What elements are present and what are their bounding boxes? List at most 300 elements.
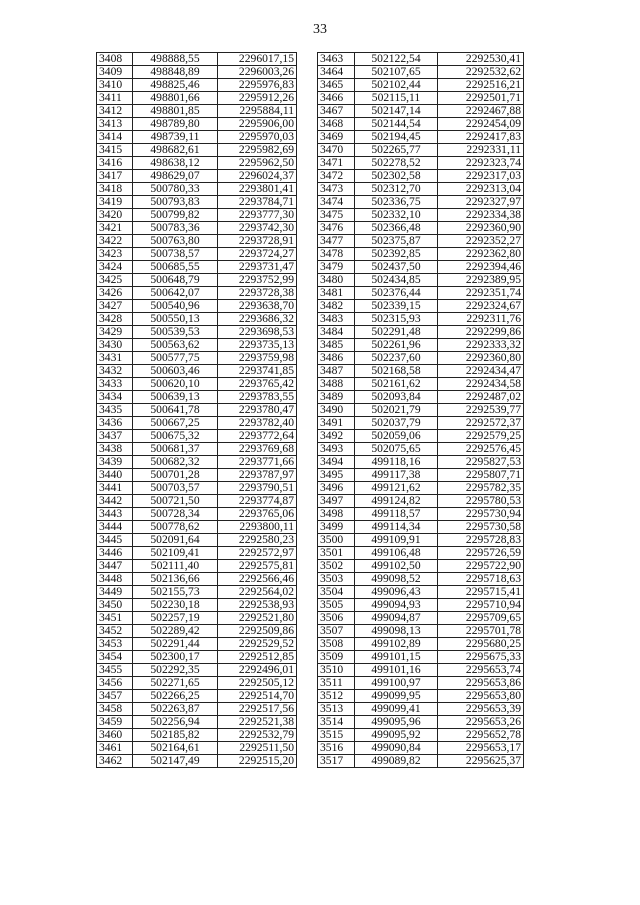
y-coordinate-cell: 2295653,26 xyxy=(438,716,524,729)
y-coordinate-cell: 2292333,32 xyxy=(438,339,524,352)
point-number-cell: 3466 xyxy=(318,92,355,105)
table-row xyxy=(97,573,297,586)
y-coordinate-cell: 2292509,86 xyxy=(218,625,297,638)
table-row xyxy=(318,53,524,66)
x-coordinate-cell: 498682,61 xyxy=(133,144,218,157)
x-coordinate-cell: 500799,82 xyxy=(133,209,218,222)
table-row xyxy=(318,729,524,742)
y-coordinate-cell: 2293784,71 xyxy=(218,196,297,209)
y-coordinate-cell: 2292434,47 xyxy=(438,365,524,378)
point-number-cell: 3411 xyxy=(97,92,133,105)
point-number-cell: 3423 xyxy=(97,248,133,261)
table-row xyxy=(318,599,524,612)
x-coordinate-cell: 499094,87 xyxy=(355,612,438,625)
table-row xyxy=(97,118,297,131)
table-row xyxy=(318,170,524,183)
y-coordinate-cell: 2293783,55 xyxy=(218,391,297,404)
point-number-cell: 3509 xyxy=(318,651,355,664)
y-coordinate-cell: 2293742,30 xyxy=(218,222,297,235)
table-row xyxy=(97,53,297,66)
y-coordinate-cell: 2293752,99 xyxy=(218,274,297,287)
y-coordinate-cell: 2292505,12 xyxy=(218,677,297,690)
x-coordinate-cell: 502302,58 xyxy=(355,170,438,183)
x-coordinate-cell: 502107,65 xyxy=(355,66,438,79)
x-coordinate-cell: 500682,32 xyxy=(133,456,218,469)
table-row xyxy=(97,404,297,417)
point-number-cell: 3456 xyxy=(97,677,133,690)
x-coordinate-cell: 499109,91 xyxy=(355,534,438,547)
table-row xyxy=(318,430,524,443)
y-coordinate-cell: 2295976,83 xyxy=(218,79,297,92)
y-coordinate-cell: 2292331,11 xyxy=(438,144,524,157)
x-coordinate-cell: 502237,60 xyxy=(355,352,438,365)
point-number-cell: 3460 xyxy=(97,729,133,742)
table-row xyxy=(97,716,297,729)
x-coordinate-cell: 499094,93 xyxy=(355,599,438,612)
point-number-cell: 3435 xyxy=(97,404,133,417)
table-row xyxy=(318,300,524,313)
point-number-cell: 3461 xyxy=(97,742,133,755)
point-number-cell: 3462 xyxy=(97,755,133,768)
table-row xyxy=(318,196,524,209)
point-number-cell: 3447 xyxy=(97,560,133,573)
x-coordinate-cell: 502366,48 xyxy=(355,222,438,235)
point-number-cell: 3492 xyxy=(318,430,355,443)
point-number-cell: 3499 xyxy=(318,521,355,534)
y-coordinate-cell: 2292467,88 xyxy=(438,105,524,118)
x-coordinate-cell: 502265,77 xyxy=(355,144,438,157)
x-coordinate-cell: 500540,96 xyxy=(133,300,218,313)
x-coordinate-cell: 498739,11 xyxy=(133,131,218,144)
table-row xyxy=(97,105,297,118)
x-coordinate-cell: 502336,75 xyxy=(355,196,438,209)
x-coordinate-cell: 500603,46 xyxy=(133,365,218,378)
table-row xyxy=(97,469,297,482)
y-coordinate-cell: 2292313,04 xyxy=(438,183,524,196)
x-coordinate-cell: 499102,50 xyxy=(355,560,438,573)
x-coordinate-cell: 500738,57 xyxy=(133,248,218,261)
table-row xyxy=(97,157,297,170)
table-row xyxy=(97,534,297,547)
y-coordinate-cell: 2292454,09 xyxy=(438,118,524,131)
point-number-cell: 3429 xyxy=(97,326,133,339)
x-coordinate-cell: 502266,25 xyxy=(133,690,218,703)
y-coordinate-cell: 2292572,97 xyxy=(218,547,297,560)
point-number-cell: 3410 xyxy=(97,79,133,92)
point-number-cell: 3500 xyxy=(318,534,355,547)
x-coordinate-cell: 500620,10 xyxy=(133,378,218,391)
table-row xyxy=(318,235,524,248)
x-coordinate-cell: 502434,85 xyxy=(355,274,438,287)
table-row xyxy=(97,144,297,157)
y-coordinate-cell: 2292352,27 xyxy=(438,235,524,248)
point-number-cell: 3450 xyxy=(97,599,133,612)
table-row xyxy=(318,391,524,404)
y-coordinate-cell: 2293777,30 xyxy=(218,209,297,222)
point-number-cell: 3455 xyxy=(97,664,133,677)
y-coordinate-cell: 2295962,50 xyxy=(218,157,297,170)
y-coordinate-cell: 2293728,91 xyxy=(218,235,297,248)
point-number-cell: 3517 xyxy=(318,755,355,768)
x-coordinate-cell: 499099,41 xyxy=(355,703,438,716)
point-number-cell: 3489 xyxy=(318,391,355,404)
table-row xyxy=(318,92,524,105)
table-row xyxy=(318,495,524,508)
y-coordinate-cell: 2293765,42 xyxy=(218,378,297,391)
table-row xyxy=(97,456,297,469)
point-number-cell: 3510 xyxy=(318,664,355,677)
point-number-cell: 3448 xyxy=(97,573,133,586)
table-row xyxy=(318,716,524,729)
point-number-cell: 3419 xyxy=(97,196,133,209)
y-coordinate-cell: 2293790,51 xyxy=(218,482,297,495)
y-coordinate-cell: 2295625,37 xyxy=(438,755,524,768)
x-coordinate-cell: 499118,57 xyxy=(355,508,438,521)
table-row xyxy=(318,456,524,469)
y-coordinate-cell: 2293771,66 xyxy=(218,456,297,469)
x-coordinate-cell: 502168,58 xyxy=(355,365,438,378)
x-coordinate-cell: 502291,44 xyxy=(133,638,218,651)
point-number-cell: 3491 xyxy=(318,417,355,430)
y-coordinate-cell: 2292572,37 xyxy=(438,417,524,430)
point-number-cell: 3416 xyxy=(97,157,133,170)
coordinates-table-left xyxy=(96,52,297,768)
y-coordinate-cell: 2292575,81 xyxy=(218,560,297,573)
point-number-cell: 3508 xyxy=(318,638,355,651)
point-number-cell: 3478 xyxy=(318,248,355,261)
point-number-cell: 3446 xyxy=(97,547,133,560)
table-row xyxy=(97,625,297,638)
point-number-cell: 3453 xyxy=(97,638,133,651)
x-coordinate-cell: 502289,42 xyxy=(133,625,218,638)
point-number-cell: 3496 xyxy=(318,482,355,495)
y-coordinate-cell: 2292521,38 xyxy=(218,716,297,729)
point-number-cell: 3512 xyxy=(318,690,355,703)
x-coordinate-cell: 500563,62 xyxy=(133,339,218,352)
x-coordinate-cell: 502109,41 xyxy=(133,547,218,560)
x-coordinate-cell: 499090,84 xyxy=(355,742,438,755)
table-row xyxy=(318,183,524,196)
x-coordinate-cell: 502164,61 xyxy=(133,742,218,755)
table-row xyxy=(97,742,297,755)
x-coordinate-cell: 502312,70 xyxy=(355,183,438,196)
x-coordinate-cell: 502111,40 xyxy=(133,560,218,573)
point-number-cell: 3412 xyxy=(97,105,133,118)
y-coordinate-cell: 2292389,95 xyxy=(438,274,524,287)
x-coordinate-cell: 500641,78 xyxy=(133,404,218,417)
point-number-cell: 3442 xyxy=(97,495,133,508)
x-coordinate-cell: 502102,44 xyxy=(355,79,438,92)
x-coordinate-cell: 502147,14 xyxy=(355,105,438,118)
point-number-cell: 3458 xyxy=(97,703,133,716)
y-coordinate-cell: 2293686,32 xyxy=(218,313,297,326)
x-coordinate-cell: 502261,96 xyxy=(355,339,438,352)
table-row xyxy=(318,482,524,495)
x-coordinate-cell: 502093,84 xyxy=(355,391,438,404)
table-row xyxy=(97,638,297,651)
table-row xyxy=(97,417,297,430)
y-coordinate-cell: 2296017,15 xyxy=(218,53,297,66)
y-coordinate-cell: 2295782,35 xyxy=(438,482,524,495)
y-coordinate-cell: 2295675,33 xyxy=(438,651,524,664)
y-coordinate-cell: 2295653,86 xyxy=(438,677,524,690)
table-row xyxy=(97,313,297,326)
point-number-cell: 3506 xyxy=(318,612,355,625)
y-coordinate-cell: 2292317,03 xyxy=(438,170,524,183)
y-coordinate-cell: 2295730,58 xyxy=(438,521,524,534)
table-row xyxy=(318,638,524,651)
point-number-cell: 3459 xyxy=(97,716,133,729)
y-coordinate-cell: 2293769,68 xyxy=(218,443,297,456)
table-row xyxy=(97,300,297,313)
table-row xyxy=(97,690,297,703)
x-coordinate-cell: 500703,57 xyxy=(133,482,218,495)
point-number-cell: 3486 xyxy=(318,352,355,365)
y-coordinate-cell: 2296003,26 xyxy=(218,66,297,79)
x-coordinate-cell: 502075,65 xyxy=(355,443,438,456)
x-coordinate-cell: 500685,55 xyxy=(133,261,218,274)
point-number-cell: 3463 xyxy=(318,53,355,66)
table-row xyxy=(97,378,297,391)
point-number-cell: 3457 xyxy=(97,690,133,703)
y-coordinate-cell: 2293724,27 xyxy=(218,248,297,261)
x-coordinate-cell: 502136,66 xyxy=(133,573,218,586)
x-coordinate-cell: 499095,92 xyxy=(355,729,438,742)
table-row xyxy=(97,547,297,560)
table-row xyxy=(97,222,297,235)
y-coordinate-cell: 2292530,41 xyxy=(438,53,524,66)
table-row xyxy=(318,378,524,391)
y-coordinate-cell: 2292496,01 xyxy=(218,664,297,677)
x-coordinate-cell: 502147,49 xyxy=(133,755,218,768)
table-row xyxy=(318,287,524,300)
point-number-cell: 3428 xyxy=(97,313,133,326)
x-coordinate-cell: 500763,80 xyxy=(133,235,218,248)
point-number-cell: 3480 xyxy=(318,274,355,287)
y-coordinate-cell: 2292514,70 xyxy=(218,690,297,703)
y-coordinate-cell: 2292351,74 xyxy=(438,287,524,300)
table-row xyxy=(97,612,297,625)
x-coordinate-cell: 499096,43 xyxy=(355,586,438,599)
x-coordinate-cell: 502437,50 xyxy=(355,261,438,274)
table-row xyxy=(97,664,297,677)
point-number-cell: 3433 xyxy=(97,378,133,391)
table-row xyxy=(97,79,297,92)
y-coordinate-cell: 2295718,63 xyxy=(438,573,524,586)
x-coordinate-cell: 499117,38 xyxy=(355,469,438,482)
table-row xyxy=(318,339,524,352)
point-number-cell: 3507 xyxy=(318,625,355,638)
x-coordinate-cell: 500721,50 xyxy=(133,495,218,508)
point-number-cell: 3490 xyxy=(318,404,355,417)
point-number-cell: 3451 xyxy=(97,612,133,625)
table-row xyxy=(97,729,297,742)
y-coordinate-cell: 2293728,38 xyxy=(218,287,297,300)
y-coordinate-cell: 2292487,02 xyxy=(438,391,524,404)
y-coordinate-cell: 2295701,78 xyxy=(438,625,524,638)
point-number-cell: 3439 xyxy=(97,456,133,469)
y-coordinate-cell: 2295653,80 xyxy=(438,690,524,703)
table-row xyxy=(318,79,524,92)
table-row xyxy=(318,274,524,287)
table-row xyxy=(97,365,297,378)
point-number-cell: 3515 xyxy=(318,729,355,742)
y-coordinate-cell: 2295653,17 xyxy=(438,742,524,755)
x-coordinate-cell: 500639,13 xyxy=(133,391,218,404)
y-coordinate-cell: 2292538,93 xyxy=(218,599,297,612)
x-coordinate-cell: 502037,79 xyxy=(355,417,438,430)
x-coordinate-cell: 502059,06 xyxy=(355,430,438,443)
point-number-cell: 3409 xyxy=(97,66,133,79)
point-number-cell: 3465 xyxy=(318,79,355,92)
x-coordinate-cell: 502185,82 xyxy=(133,729,218,742)
y-coordinate-cell: 2292311,76 xyxy=(438,313,524,326)
point-number-cell: 3476 xyxy=(318,222,355,235)
x-coordinate-cell: 502256,94 xyxy=(133,716,218,729)
y-coordinate-cell: 2292512,85 xyxy=(218,651,297,664)
x-coordinate-cell: 502300,17 xyxy=(133,651,218,664)
x-coordinate-cell: 500667,25 xyxy=(133,417,218,430)
point-number-cell: 3417 xyxy=(97,170,133,183)
table-row xyxy=(97,586,297,599)
y-coordinate-cell: 2293772,64 xyxy=(218,430,297,443)
point-number-cell: 3477 xyxy=(318,235,355,248)
x-coordinate-cell: 499101,16 xyxy=(355,664,438,677)
point-number-cell: 3443 xyxy=(97,508,133,521)
point-number-cell: 3426 xyxy=(97,287,133,300)
table-row xyxy=(318,66,524,79)
x-coordinate-cell: 498789,80 xyxy=(133,118,218,131)
point-number-cell: 3473 xyxy=(318,183,355,196)
x-coordinate-cell: 502315,93 xyxy=(355,313,438,326)
x-coordinate-cell: 502263,87 xyxy=(133,703,218,716)
table-row xyxy=(97,651,297,664)
x-coordinate-cell: 499102,89 xyxy=(355,638,438,651)
y-coordinate-cell: 2293780,47 xyxy=(218,404,297,417)
x-coordinate-cell: 502392,85 xyxy=(355,248,438,261)
table-row xyxy=(318,534,524,547)
x-coordinate-cell: 502155,73 xyxy=(133,586,218,599)
point-number-cell: 3408 xyxy=(97,53,133,66)
table-row xyxy=(97,599,297,612)
x-coordinate-cell: 502332,10 xyxy=(355,209,438,222)
table-row xyxy=(318,365,524,378)
table-row xyxy=(318,586,524,599)
x-coordinate-cell: 502144,54 xyxy=(355,118,438,131)
y-coordinate-cell: 2292517,56 xyxy=(218,703,297,716)
table-row xyxy=(97,755,297,768)
x-coordinate-cell: 499121,62 xyxy=(355,482,438,495)
table-row xyxy=(97,274,297,287)
table-row xyxy=(318,625,524,638)
table-row xyxy=(97,326,297,339)
y-coordinate-cell: 2295827,53 xyxy=(438,456,524,469)
x-coordinate-cell: 502257,19 xyxy=(133,612,218,625)
table-row xyxy=(318,222,524,235)
x-coordinate-cell: 499101,15 xyxy=(355,651,438,664)
point-number-cell: 3497 xyxy=(318,495,355,508)
point-number-cell: 3493 xyxy=(318,443,355,456)
point-number-cell: 3488 xyxy=(318,378,355,391)
table-row xyxy=(97,287,297,300)
x-coordinate-cell: 500778,62 xyxy=(133,521,218,534)
x-coordinate-cell: 502161,62 xyxy=(355,378,438,391)
y-coordinate-cell: 2295722,90 xyxy=(438,560,524,573)
x-coordinate-cell: 499106,48 xyxy=(355,547,438,560)
x-coordinate-cell: 502230,18 xyxy=(133,599,218,612)
point-number-cell: 3470 xyxy=(318,144,355,157)
table-row xyxy=(97,521,297,534)
y-coordinate-cell: 2293765,06 xyxy=(218,508,297,521)
x-coordinate-cell: 502339,15 xyxy=(355,300,438,313)
point-number-cell: 3505 xyxy=(318,599,355,612)
table-row xyxy=(318,664,524,677)
y-coordinate-cell: 2293735,13 xyxy=(218,339,297,352)
y-coordinate-cell: 2295807,71 xyxy=(438,469,524,482)
coordinates-table-right xyxy=(317,52,524,768)
point-number-cell: 3469 xyxy=(318,131,355,144)
table-row xyxy=(318,651,524,664)
point-number-cell: 3430 xyxy=(97,339,133,352)
table-row xyxy=(318,352,524,365)
x-coordinate-cell: 499118,16 xyxy=(355,456,438,469)
x-coordinate-cell: 500701,28 xyxy=(133,469,218,482)
table-row xyxy=(97,677,297,690)
table-row xyxy=(318,469,524,482)
point-number-cell: 3452 xyxy=(97,625,133,638)
y-coordinate-cell: 2295653,39 xyxy=(438,703,524,716)
table-row xyxy=(318,417,524,430)
point-number-cell: 3432 xyxy=(97,365,133,378)
table-row xyxy=(318,755,524,768)
table-row xyxy=(318,612,524,625)
point-number-cell: 3454 xyxy=(97,651,133,664)
x-coordinate-cell: 500675,32 xyxy=(133,430,218,443)
y-coordinate-cell: 2292394,46 xyxy=(438,261,524,274)
point-number-cell: 3479 xyxy=(318,261,355,274)
point-number-cell: 3464 xyxy=(318,66,355,79)
y-coordinate-cell: 2295653,74 xyxy=(438,664,524,677)
table-row xyxy=(97,209,297,222)
y-coordinate-cell: 2295652,78 xyxy=(438,729,524,742)
point-number-cell: 3494 xyxy=(318,456,355,469)
table-row xyxy=(318,404,524,417)
x-coordinate-cell: 498848,89 xyxy=(133,66,218,79)
x-coordinate-cell: 500648,79 xyxy=(133,274,218,287)
point-number-cell: 3413 xyxy=(97,118,133,131)
y-coordinate-cell: 2295710,94 xyxy=(438,599,524,612)
point-number-cell: 3511 xyxy=(318,677,355,690)
table-row xyxy=(97,508,297,521)
y-coordinate-cell: 2292299,86 xyxy=(438,326,524,339)
y-coordinate-cell: 2292515,20 xyxy=(218,755,297,768)
y-coordinate-cell: 2295982,69 xyxy=(218,144,297,157)
y-coordinate-cell: 2293638,70 xyxy=(218,300,297,313)
table-row xyxy=(318,248,524,261)
y-coordinate-cell: 2293801,41 xyxy=(218,183,297,196)
x-coordinate-cell: 499114,34 xyxy=(355,521,438,534)
table-row xyxy=(318,157,524,170)
y-coordinate-cell: 2295906,00 xyxy=(218,118,297,131)
table-row xyxy=(318,560,524,573)
table-row xyxy=(318,508,524,521)
x-coordinate-cell: 498638,12 xyxy=(133,157,218,170)
y-coordinate-cell: 2293741,85 xyxy=(218,365,297,378)
y-coordinate-cell: 2292539,77 xyxy=(438,404,524,417)
point-number-cell: 3513 xyxy=(318,703,355,716)
point-number-cell: 3421 xyxy=(97,222,133,235)
point-number-cell: 3495 xyxy=(318,469,355,482)
